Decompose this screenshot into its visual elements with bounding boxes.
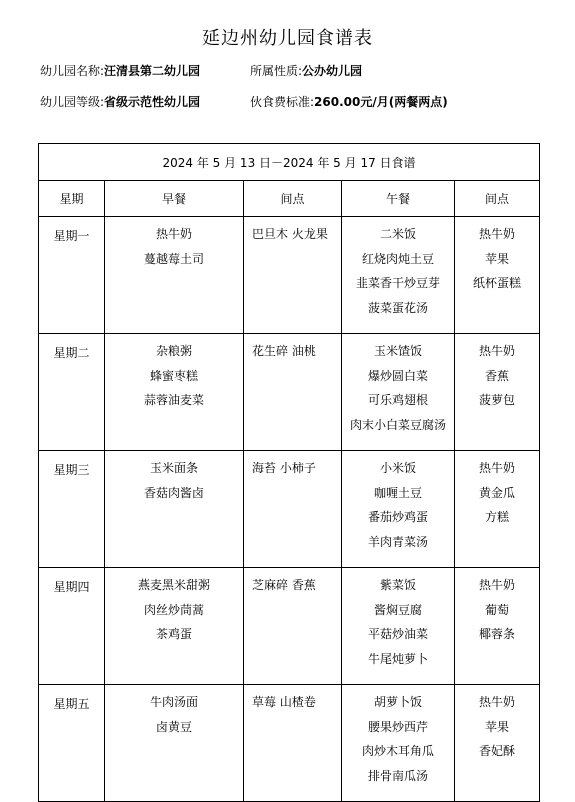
fee-value: 260.00元/月(两餐两点) (314, 95, 448, 109)
menu-item: 黄金瓜 (479, 485, 516, 500)
morning-snack-cell (244, 451, 342, 568)
day-cell: 星期四 (39, 568, 105, 685)
nature-value: 公办幼儿园 (302, 64, 363, 78)
menu-item: 茶鸡蛋 (155, 627, 192, 641)
menu-item: 葡萄 (485, 602, 510, 617)
menu-item: 蒜蓉油麦菜 (143, 393, 204, 407)
morning-snack-cell (244, 217, 342, 334)
menu-item: 肉末小白菜豆腐汤 (349, 417, 446, 432)
menu-item: 芝麻碎 香蕉 (252, 578, 316, 592)
menu-item: 菠萝包 (479, 393, 516, 407)
menu-item: 苹果 (485, 251, 510, 266)
header-snack-1: 间点 (244, 181, 342, 217)
table-row (39, 451, 540, 568)
lunch-cell (342, 217, 455, 334)
menu-item: 燕麦黑米甜粥 (137, 578, 210, 592)
menu-item: 肉丝炒茼蒿 (143, 602, 204, 617)
menu-item: 香菇肉酱卤 (143, 485, 204, 500)
header-lunch: 午餐 (342, 181, 455, 217)
menu-item: 苹果 (485, 719, 510, 734)
table-row (39, 334, 540, 451)
afternoon-snack-cell (455, 568, 540, 685)
level-value: 省级示范性幼儿园 (104, 95, 201, 109)
morning-snack-cell (244, 685, 342, 802)
menu-item: 咖喱土豆 (373, 485, 422, 500)
breakfast-cell (105, 217, 244, 334)
day-cell: 星期二 (39, 334, 105, 451)
breakfast-cell (105, 451, 244, 568)
day-cell: 星期一 (39, 217, 105, 334)
table-row (39, 217, 540, 334)
menu-item: 红烧肉炖土豆 (361, 251, 434, 266)
menu-item: 番茄炒鸡蛋 (367, 510, 428, 524)
menu-item: 热牛奶 (479, 695, 516, 709)
menu-table (38, 143, 540, 802)
kindergarten-nature (250, 62, 362, 79)
menu-item: 草莓 山楂卷 (252, 695, 316, 709)
menu-item: 酱焖豆腐 (373, 602, 422, 617)
day-cell: 星期三 (39, 451, 105, 568)
menu-item: 巴旦木 火龙果 (252, 227, 328, 241)
afternoon-snack-cell (455, 685, 540, 802)
menu-item: 香蕉 (485, 368, 510, 383)
menu-item: 排骨南瓜汤 (367, 768, 428, 783)
menu-item: 海苔 小柿子 (252, 461, 316, 475)
menu-item: 胡萝卜饭 (373, 695, 422, 709)
header-breakfast: 早餐 (105, 181, 244, 217)
menu-item: 小米饭 (379, 461, 416, 475)
fee-label: 伙食费标准: (250, 95, 315, 109)
afternoon-snack-cell (455, 217, 540, 334)
menu-item: 热牛奶 (479, 227, 516, 241)
menu-item: 平菇炒油菜 (367, 627, 428, 641)
header-snack-2: 间点 (455, 181, 540, 217)
menu-item: 香妃酥 (479, 744, 516, 758)
lunch-cell (342, 334, 455, 451)
menu-item: 菠菜蛋花汤 (367, 300, 428, 315)
menu-item: 蔓越莓土司 (143, 251, 204, 266)
table-row (39, 685, 540, 802)
menu-item: 卤黄豆 (155, 719, 192, 734)
menu-item: 牛尾炖萝卜 (367, 651, 428, 666)
table-caption: 2024 年 5 月 13 日－2024 年 5 月 17 日食谱 (39, 144, 540, 181)
menu-item: 热牛奶 (155, 227, 192, 241)
page-title: 延边州幼儿园食谱表 (202, 28, 373, 49)
menu-item: 爆炒圆白菜 (367, 368, 428, 383)
table-row (39, 568, 540, 685)
lunch-cell (342, 451, 455, 568)
lunch-cell (342, 568, 455, 685)
menu-item: 肉炒木耳角瓜 (361, 744, 434, 758)
menu-item: 纸杯蛋糕 (473, 276, 522, 290)
level-label: 幼儿园等级: (40, 95, 105, 109)
menu-item: 椰蓉条 (479, 627, 516, 641)
menu-item: 玉米面条 (149, 461, 198, 475)
menu-item: 热牛奶 (479, 344, 516, 358)
menu-item: 紫菜饭 (379, 578, 416, 592)
kindergarten-name (40, 62, 200, 79)
lunch-cell (342, 685, 455, 802)
menu-item: 方糕 (485, 510, 510, 524)
morning-snack-cell (244, 334, 342, 451)
meal-fee-standard (250, 93, 448, 110)
table-header-row (39, 181, 540, 217)
menu-item: 热牛奶 (479, 461, 516, 475)
nature-label: 所属性质: (250, 64, 303, 78)
kindergarten-level (40, 93, 200, 110)
menu-item: 可乐鸡翅根 (367, 393, 428, 407)
menu-item: 玉米馇饭 (373, 344, 422, 358)
menu-item: 韭菜香干炒豆芽 (355, 276, 440, 290)
header-day: 星期 (39, 181, 105, 217)
morning-snack-cell (244, 568, 342, 685)
menu-item: 羊肉青菜汤 (367, 534, 428, 549)
breakfast-cell (105, 334, 244, 451)
menu-item: 杂粮粥 (155, 344, 192, 358)
afternoon-snack-cell (455, 334, 540, 451)
name-label: 幼儿园名称: (40, 64, 105, 78)
menu-item: 花生碎 油桃 (252, 344, 316, 358)
menu-item: 二米饭 (379, 227, 416, 241)
afternoon-snack-cell (455, 451, 540, 568)
name-value: 汪清县第二幼儿园 (104, 64, 201, 78)
menu-item: 腰果炒西芹 (367, 719, 428, 734)
breakfast-cell (105, 685, 244, 802)
menu-item: 蜂蜜枣糕 (149, 368, 198, 383)
menu-item: 热牛奶 (479, 578, 516, 592)
menu-item: 牛肉汤面 (149, 695, 198, 709)
breakfast-cell (105, 568, 244, 685)
day-cell: 星期五 (39, 685, 105, 802)
